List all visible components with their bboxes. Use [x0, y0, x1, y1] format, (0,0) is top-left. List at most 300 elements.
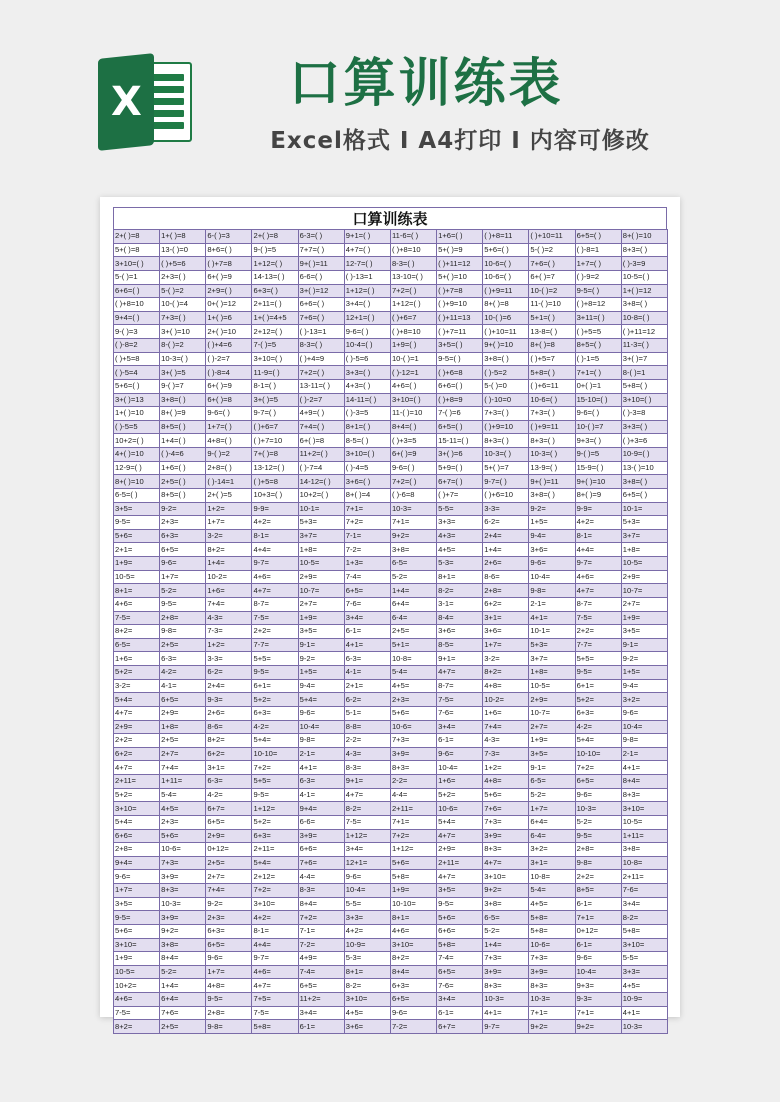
table-cell[interactable]: 7-3= — [206, 625, 252, 639]
table-cell[interactable]: 8+3= — [621, 788, 667, 802]
table-cell[interactable]: 3+6= — [483, 625, 529, 639]
table-cell[interactable]: 3+7= — [621, 529, 667, 543]
table-cell[interactable]: 13-12=( ) — [252, 461, 298, 475]
table-cell[interactable]: ( )-5=4 — [114, 366, 160, 380]
table-cell[interactable]: 9-( )=5 — [575, 448, 621, 462]
table-cell[interactable]: 9-2= — [298, 652, 344, 666]
table-cell[interactable]: 8+6=( ) — [206, 243, 252, 257]
table-cell[interactable]: 9-6=( ) — [390, 461, 436, 475]
table-cell[interactable]: 1+5= — [529, 516, 575, 530]
table-cell[interactable]: 6+3= — [252, 706, 298, 720]
table-cell[interactable]: 4-1= — [298, 788, 344, 802]
table-cell[interactable]: 6+5=( ) — [437, 420, 483, 434]
table-cell[interactable]: 7+4= — [206, 884, 252, 898]
table-cell[interactable]: 7+4= — [206, 597, 252, 611]
table-cell[interactable]: 13-10=( ) — [390, 270, 436, 284]
table-cell[interactable]: 3+10= — [114, 938, 160, 952]
table-cell[interactable]: 5+5= — [575, 652, 621, 666]
table-cell[interactable]: 5+1=( ) — [529, 311, 575, 325]
table-cell[interactable]: 9-7= — [252, 557, 298, 571]
table-cell[interactable]: 10-10= — [252, 747, 298, 761]
table-cell[interactable]: 2+3= — [160, 516, 206, 530]
table-cell[interactable]: 6+6= — [437, 924, 483, 938]
table-cell[interactable]: 4+7= — [344, 788, 390, 802]
table-cell[interactable]: 5+2= — [114, 666, 160, 680]
table-cell[interactable]: 3+3=( ) — [344, 366, 390, 380]
table-cell[interactable]: 10-9= — [344, 938, 390, 952]
table-cell[interactable]: 8-1= — [252, 924, 298, 938]
table-cell[interactable]: 6-2= — [344, 693, 390, 707]
table-cell[interactable]: 4+1= — [483, 1006, 529, 1020]
table-cell[interactable]: 2+9= — [298, 570, 344, 584]
table-cell[interactable]: 8-3=( ) — [298, 339, 344, 353]
table-cell[interactable]: ( )+5=6 — [160, 257, 206, 271]
table-cell[interactable]: ( )-13=1 — [344, 270, 390, 284]
table-cell[interactable]: 7+2= — [344, 516, 390, 530]
table-cell[interactable]: 13-( )=10 — [621, 461, 667, 475]
table-cell[interactable]: 8+( )=10 — [114, 475, 160, 489]
table-cell[interactable]: 5+2= — [575, 693, 621, 707]
table-cell[interactable]: 6+3= — [206, 924, 252, 938]
table-cell[interactable]: 8-6= — [206, 720, 252, 734]
table-cell[interactable]: 2+5= — [390, 625, 436, 639]
table-cell[interactable]: 5+3= — [298, 516, 344, 530]
table-cell[interactable]: 7-1= — [344, 529, 390, 543]
table-cell[interactable]: 6+4= — [529, 815, 575, 829]
table-cell[interactable]: 9-5= — [114, 911, 160, 925]
table-cell[interactable]: 3+( )=6 — [437, 448, 483, 462]
table-cell[interactable]: 4+7= — [437, 829, 483, 843]
table-cell[interactable]: 10-3= — [621, 1020, 667, 1034]
table-cell[interactable]: 5+6= — [114, 924, 160, 938]
table-cell[interactable]: 5+4= — [575, 734, 621, 748]
table-cell[interactable]: 8-5=( ) — [344, 434, 390, 448]
table-cell[interactable]: 8-1=( ) — [252, 379, 298, 393]
table-cell[interactable]: 1+7= — [483, 638, 529, 652]
table-cell[interactable]: 10-3= — [390, 502, 436, 516]
table-cell[interactable]: 6+5= — [575, 775, 621, 789]
table-cell[interactable]: ( )-2=7 — [206, 352, 252, 366]
table-cell[interactable]: 14-12=( ) — [298, 475, 344, 489]
table-cell[interactable]: 8-3= — [298, 884, 344, 898]
table-cell[interactable]: 6+3= — [390, 979, 436, 993]
table-cell[interactable]: 5+4= — [298, 693, 344, 707]
table-cell[interactable]: ( )+7=10 — [252, 434, 298, 448]
table-cell[interactable]: 14-13=( ) — [252, 270, 298, 284]
table-cell[interactable]: 9-6= — [344, 870, 390, 884]
table-cell[interactable]: 4+7= — [437, 666, 483, 680]
table-cell[interactable]: 6-5= — [114, 638, 160, 652]
table-cell[interactable]: 6+7= — [206, 802, 252, 816]
table-cell[interactable]: 1+6=( ) — [437, 230, 483, 244]
table-cell[interactable]: 6+2= — [114, 747, 160, 761]
table-cell[interactable]: ( )+9=11 — [529, 420, 575, 434]
table-cell[interactable]: 6+( )=8 — [206, 393, 252, 407]
table-cell[interactable]: 8-3=( ) — [390, 257, 436, 271]
table-cell[interactable]: ( )+3=5 — [390, 434, 436, 448]
table-cell[interactable]: 6-4= — [390, 611, 436, 625]
table-cell[interactable]: 2+9= — [206, 829, 252, 843]
table-cell[interactable]: 6-2= — [483, 516, 529, 530]
table-cell[interactable]: ( )-9=2 — [575, 270, 621, 284]
table-cell[interactable]: 4-2= — [252, 720, 298, 734]
table-cell[interactable]: 3+10= — [390, 938, 436, 952]
table-cell[interactable]: 3+( )=5 — [252, 393, 298, 407]
table-cell[interactable]: 1+7=( ) — [206, 420, 252, 434]
table-cell[interactable]: 3+3=( ) — [621, 420, 667, 434]
table-cell[interactable]: 0+12= — [206, 843, 252, 857]
table-cell[interactable]: 2+6= — [206, 706, 252, 720]
table-cell[interactable]: 4-1= — [344, 666, 390, 680]
table-cell[interactable]: 3+7= — [298, 529, 344, 543]
table-cell[interactable]: 7-1= — [298, 924, 344, 938]
table-cell[interactable]: 7-2= — [298, 938, 344, 952]
table-cell[interactable]: 10-6= — [390, 720, 436, 734]
table-cell[interactable]: 7+2= — [575, 761, 621, 775]
table-cell[interactable]: 9+( )=10 — [575, 475, 621, 489]
table-cell[interactable]: 4+6= — [114, 597, 160, 611]
table-cell[interactable]: 6+6=( ) — [437, 379, 483, 393]
table-cell[interactable]: 3+10=( ) — [344, 448, 390, 462]
table-cell[interactable]: 7+3= — [160, 856, 206, 870]
table-cell[interactable]: 2+9= — [160, 706, 206, 720]
table-cell[interactable]: ( )-13=1 — [298, 325, 344, 339]
table-cell[interactable]: 1+12=( ) — [252, 257, 298, 271]
table-cell[interactable]: 9+4=( ) — [114, 311, 160, 325]
table-cell[interactable]: 5+3= — [529, 638, 575, 652]
table-cell[interactable]: 10-2= — [483, 693, 529, 707]
table-cell[interactable]: 7-7= — [252, 638, 298, 652]
table-cell[interactable]: 9-6= — [298, 706, 344, 720]
table-cell[interactable]: 6+6=( ) — [114, 284, 160, 298]
table-cell[interactable]: 11-( )=10 — [529, 298, 575, 312]
table-cell[interactable]: 7-( )=5 — [252, 339, 298, 353]
table-cell[interactable]: 4-4= — [390, 788, 436, 802]
table-cell[interactable]: 9-1= — [298, 638, 344, 652]
table-cell[interactable]: 1+( )=4+5 — [252, 311, 298, 325]
table-cell[interactable]: 2+8= — [483, 584, 529, 598]
table-cell[interactable]: 9-2= — [621, 652, 667, 666]
table-cell[interactable]: ( )-7=4 — [298, 461, 344, 475]
table-cell[interactable]: 3+5= — [437, 884, 483, 898]
table-cell[interactable]: 1+7= — [206, 516, 252, 530]
table-cell[interactable]: 3+10= — [252, 897, 298, 911]
table-cell[interactable]: 10-1= — [621, 502, 667, 516]
table-cell[interactable]: 10-3= — [483, 993, 529, 1007]
table-cell[interactable]: 8+3= — [529, 979, 575, 993]
table-cell[interactable]: 1+12= — [390, 843, 436, 857]
table-cell[interactable]: 7+1= — [575, 911, 621, 925]
table-cell[interactable]: 3+8=( ) — [160, 393, 206, 407]
table-cell[interactable]: 3+8=( ) — [483, 352, 529, 366]
table-cell[interactable]: 7+2=( ) — [390, 475, 436, 489]
table-cell[interactable]: 4+5= — [344, 1006, 390, 1020]
table-cell[interactable]: 11-6=( ) — [390, 230, 436, 244]
table-cell[interactable]: 1+7=( ) — [575, 257, 621, 271]
table-cell[interactable]: 4+9= — [298, 952, 344, 966]
table-cell[interactable]: 3+10=( ) — [252, 352, 298, 366]
table-cell[interactable]: 10-( )=1 — [390, 352, 436, 366]
table-cell[interactable]: 8+3= — [160, 884, 206, 898]
table-cell[interactable]: 5+2= — [252, 815, 298, 829]
table-cell[interactable]: ( )+8=10 — [114, 298, 160, 312]
table-cell[interactable]: 7-2= — [390, 1020, 436, 1034]
table-cell[interactable]: 7+3= — [390, 734, 436, 748]
table-cell[interactable]: 1+9= — [529, 734, 575, 748]
table-cell[interactable]: 3+( )=13 — [114, 393, 160, 407]
table-cell[interactable]: 8+4=( ) — [390, 420, 436, 434]
table-cell[interactable]: 2+5=( ) — [160, 475, 206, 489]
table-cell[interactable]: ( )+7=8 — [437, 284, 483, 298]
table-cell[interactable]: 6-6= — [298, 815, 344, 829]
table-cell[interactable]: 5+1= — [390, 638, 436, 652]
table-cell[interactable]: 9-6=( ) — [575, 407, 621, 421]
table-cell[interactable]: 6-2= — [206, 666, 252, 680]
table-cell[interactable]: 12+1=( ) — [344, 311, 390, 325]
table-cell[interactable]: 9-4= — [529, 529, 575, 543]
table-cell[interactable]: ( )+9=10 — [483, 420, 529, 434]
table-cell[interactable]: 6+3= — [252, 829, 298, 843]
table-cell[interactable]: 10-7= — [529, 706, 575, 720]
table-cell[interactable]: 3+( )=7 — [621, 352, 667, 366]
table-cell[interactable]: 10-( )=7 — [575, 420, 621, 434]
table-cell[interactable]: 9-6= — [575, 788, 621, 802]
table-cell[interactable]: 8-( )=2 — [160, 339, 206, 353]
table-cell[interactable]: 9-6=( ) — [206, 407, 252, 421]
table-cell[interactable]: 5+4= — [114, 815, 160, 829]
table-cell[interactable]: 1+8= — [529, 666, 575, 680]
table-cell[interactable]: 10-8= — [621, 856, 667, 870]
table-cell[interactable]: 6-3= — [344, 652, 390, 666]
table-cell[interactable]: 5+8= — [390, 870, 436, 884]
table-cell[interactable]: 15-11=( ) — [437, 434, 483, 448]
table-cell[interactable]: ( )-4=5 — [344, 461, 390, 475]
table-cell[interactable]: 10-3=( ) — [483, 448, 529, 462]
table-cell[interactable]: 10-4= — [621, 720, 667, 734]
table-cell[interactable]: 3+8=( ) — [529, 488, 575, 502]
table-cell[interactable]: 4+5= — [437, 543, 483, 557]
table-cell[interactable]: 6+4= — [390, 597, 436, 611]
table-cell[interactable]: 10-5= — [621, 815, 667, 829]
table-cell[interactable]: 9+2= — [390, 529, 436, 543]
table-cell[interactable]: 8+4= — [390, 965, 436, 979]
table-cell[interactable]: ( )+3=6 — [621, 434, 667, 448]
table-cell[interactable]: ( )+5=5 — [575, 325, 621, 339]
table-cell[interactable]: 5+6= — [483, 788, 529, 802]
table-cell[interactable]: 4+7= — [575, 584, 621, 598]
table-cell[interactable]: 7+2= — [390, 829, 436, 843]
table-cell[interactable]: 10-( )=4 — [160, 298, 206, 312]
table-cell[interactable]: 5+( )=8 — [114, 243, 160, 257]
table-cell[interactable]: 7-5= — [575, 611, 621, 625]
table-cell[interactable]: 7-2= — [344, 543, 390, 557]
table-cell[interactable]: 5-2= — [529, 788, 575, 802]
table-cell[interactable]: 6+5= — [344, 584, 390, 598]
table-cell[interactable]: 7+4= — [160, 761, 206, 775]
table-cell[interactable]: 7+3= — [483, 952, 529, 966]
table-cell[interactable]: 9-8= — [575, 856, 621, 870]
table-cell[interactable]: 2+1= — [344, 679, 390, 693]
table-cell[interactable]: 1+4= — [390, 584, 436, 598]
table-cell[interactable]: 10-4= — [298, 720, 344, 734]
table-cell[interactable]: 9+2= — [483, 884, 529, 898]
table-cell[interactable]: 6-3= — [298, 775, 344, 789]
table-cell[interactable]: 4+5= — [160, 802, 206, 816]
table-cell[interactable]: 4+7= — [114, 761, 160, 775]
table-cell[interactable]: 10+3=( ) — [252, 488, 298, 502]
table-cell[interactable]: 3+10= — [621, 938, 667, 952]
table-cell[interactable]: 5-3= — [437, 557, 483, 571]
table-cell[interactable]: 3+8=( ) — [621, 298, 667, 312]
table-cell[interactable]: 1+9= — [298, 611, 344, 625]
table-cell[interactable]: 8-7= — [252, 597, 298, 611]
table-cell[interactable]: 8-2= — [437, 584, 483, 598]
table-cell[interactable]: 6+5= — [298, 979, 344, 993]
table-cell[interactable]: 13-8=( ) — [529, 325, 575, 339]
table-cell[interactable]: 10-10= — [390, 897, 436, 911]
table-cell[interactable]: 5+8= — [252, 1020, 298, 1034]
table-cell[interactable]: 3-2= — [483, 652, 529, 666]
table-cell[interactable]: 5-( )=2 — [529, 243, 575, 257]
table-cell[interactable]: 8+5=( ) — [160, 420, 206, 434]
table-cell[interactable]: 2+3= — [390, 693, 436, 707]
table-cell[interactable]: 8+4= — [298, 897, 344, 911]
table-cell[interactable]: ( )-5=2 — [483, 366, 529, 380]
table-cell[interactable]: 2+7= — [298, 597, 344, 611]
table-cell[interactable]: ( )+6=10 — [483, 488, 529, 502]
table-cell[interactable]: 6+( )=8 — [298, 434, 344, 448]
table-cell[interactable]: 4+7= — [252, 979, 298, 993]
table-cell[interactable]: 9-5=( ) — [575, 284, 621, 298]
table-cell[interactable]: 4+5= — [621, 979, 667, 993]
table-cell[interactable]: 3+8= — [483, 897, 529, 911]
table-cell[interactable]: 1+9= — [621, 611, 667, 625]
table-cell[interactable]: 6-5= — [390, 557, 436, 571]
table-cell[interactable]: 8-2= — [621, 911, 667, 925]
table-cell[interactable]: 2+2= — [575, 870, 621, 884]
table-cell[interactable]: 5+4= — [114, 693, 160, 707]
table-cell[interactable]: 3+9= — [298, 829, 344, 843]
table-cell[interactable]: 10-3= — [575, 802, 621, 816]
table-cell[interactable]: 6+5=( ) — [575, 230, 621, 244]
table-cell[interactable]: 4-1= — [160, 679, 206, 693]
table-cell[interactable]: 5+( )=7 — [483, 461, 529, 475]
table-cell[interactable]: 9+1=( ) — [344, 230, 390, 244]
table-cell[interactable]: 8+3= — [483, 843, 529, 857]
table-cell[interactable]: 7+5= — [252, 993, 298, 1007]
table-cell[interactable]: 8+4= — [160, 952, 206, 966]
table-cell[interactable]: 9-5= — [114, 516, 160, 530]
table-cell[interactable]: 6+5= — [160, 543, 206, 557]
table-cell[interactable]: 4+( )=10 — [114, 448, 160, 462]
table-cell[interactable]: ( )+7= — [437, 488, 483, 502]
table-cell[interactable]: ( )+8=11 — [483, 230, 529, 244]
table-cell[interactable]: 4+8=( ) — [206, 434, 252, 448]
table-cell[interactable]: 3+4= — [437, 993, 483, 1007]
table-cell[interactable]: 2+12=( ) — [252, 325, 298, 339]
table-cell[interactable]: 5-2= — [575, 815, 621, 829]
table-cell[interactable]: 3+( )=5 — [160, 366, 206, 380]
table-cell[interactable]: 4-2= — [575, 720, 621, 734]
table-cell[interactable]: ( )+4=9 — [298, 352, 344, 366]
table-cell[interactable]: 9-5= — [575, 829, 621, 843]
table-cell[interactable]: 8+( )=8 — [483, 298, 529, 312]
table-cell[interactable]: 1+7= — [160, 570, 206, 584]
table-cell[interactable]: 9-6= — [114, 870, 160, 884]
table-cell[interactable]: 9-5=( ) — [437, 352, 483, 366]
table-cell[interactable]: 1+11= — [621, 829, 667, 843]
table-cell[interactable]: 1+8= — [621, 543, 667, 557]
table-cell[interactable]: 2+( )=10 — [206, 325, 252, 339]
table-cell[interactable]: 11-9=( ) — [252, 366, 298, 380]
table-cell[interactable]: 6+( )=9 — [206, 379, 252, 393]
table-cell[interactable]: 7+2= — [252, 884, 298, 898]
table-cell[interactable]: 4-2= — [206, 788, 252, 802]
table-cell[interactable]: 6-1= — [575, 938, 621, 952]
table-cell[interactable]: 3+( )=10 — [160, 325, 206, 339]
table-cell[interactable]: 7+3= — [483, 815, 529, 829]
table-cell[interactable]: 2+8= — [575, 843, 621, 857]
table-cell[interactable]: 10-4= — [437, 761, 483, 775]
table-cell[interactable]: 3+10=( ) — [390, 393, 436, 407]
table-cell[interactable]: 3+2= — [621, 693, 667, 707]
table-cell[interactable]: 5-3= — [344, 952, 390, 966]
table-cell[interactable]: 8+( )=10 — [621, 230, 667, 244]
table-cell[interactable]: 9-8= — [621, 734, 667, 748]
table-cell[interactable]: 4+5= — [390, 679, 436, 693]
table-cell[interactable]: 3-1= — [437, 597, 483, 611]
table-cell[interactable]: 7-5= — [344, 815, 390, 829]
table-cell[interactable]: ( )+6=8 — [437, 366, 483, 380]
table-cell[interactable]: 9-2= — [206, 897, 252, 911]
table-cell[interactable]: 4+9=( ) — [298, 407, 344, 421]
table-cell[interactable]: 5-5= — [621, 952, 667, 966]
table-cell[interactable]: 3+10= — [621, 802, 667, 816]
table-cell[interactable]: 4+2= — [252, 516, 298, 530]
table-cell[interactable]: 10-9= — [621, 993, 667, 1007]
table-cell[interactable]: 10-5= — [621, 557, 667, 571]
table-cell[interactable]: 3+5= — [529, 747, 575, 761]
table-cell[interactable]: 5-2= — [160, 584, 206, 598]
table-cell[interactable]: 6+3= — [160, 529, 206, 543]
table-cell[interactable]: 9-5= — [575, 666, 621, 680]
table-cell[interactable]: 3+4= — [344, 611, 390, 625]
table-cell[interactable]: 1+7= — [529, 802, 575, 816]
table-cell[interactable]: 9-7= — [575, 557, 621, 571]
table-cell[interactable]: 1+( )=8 — [160, 230, 206, 244]
table-cell[interactable]: 9-8= — [160, 625, 206, 639]
table-cell[interactable]: 3+8= — [160, 938, 206, 952]
table-cell[interactable]: 9-9= — [252, 502, 298, 516]
table-cell[interactable]: 10-10= — [575, 747, 621, 761]
table-cell[interactable]: 9+4= — [114, 856, 160, 870]
table-cell[interactable]: 10-1= — [298, 502, 344, 516]
table-cell[interactable]: 3+7= — [529, 652, 575, 666]
table-cell[interactable]: 2-1= — [298, 747, 344, 761]
table-cell[interactable]: 6+3= — [575, 706, 621, 720]
table-cell[interactable]: 10-8=( ) — [621, 311, 667, 325]
table-cell[interactable]: 1+3= — [344, 557, 390, 571]
table-cell[interactable]: 7+3=( ) — [483, 407, 529, 421]
table-cell[interactable]: 7-6= — [437, 979, 483, 993]
table-cell[interactable]: 4+5= — [529, 897, 575, 911]
table-cell[interactable]: 7-5= — [114, 1006, 160, 1020]
table-cell[interactable]: 10+2=( ) — [114, 434, 160, 448]
table-cell[interactable]: 0+12= — [575, 924, 621, 938]
table-cell[interactable]: 5+9=( ) — [437, 461, 483, 475]
table-cell[interactable]: 5+4= — [252, 856, 298, 870]
table-cell[interactable]: 3+9= — [390, 747, 436, 761]
